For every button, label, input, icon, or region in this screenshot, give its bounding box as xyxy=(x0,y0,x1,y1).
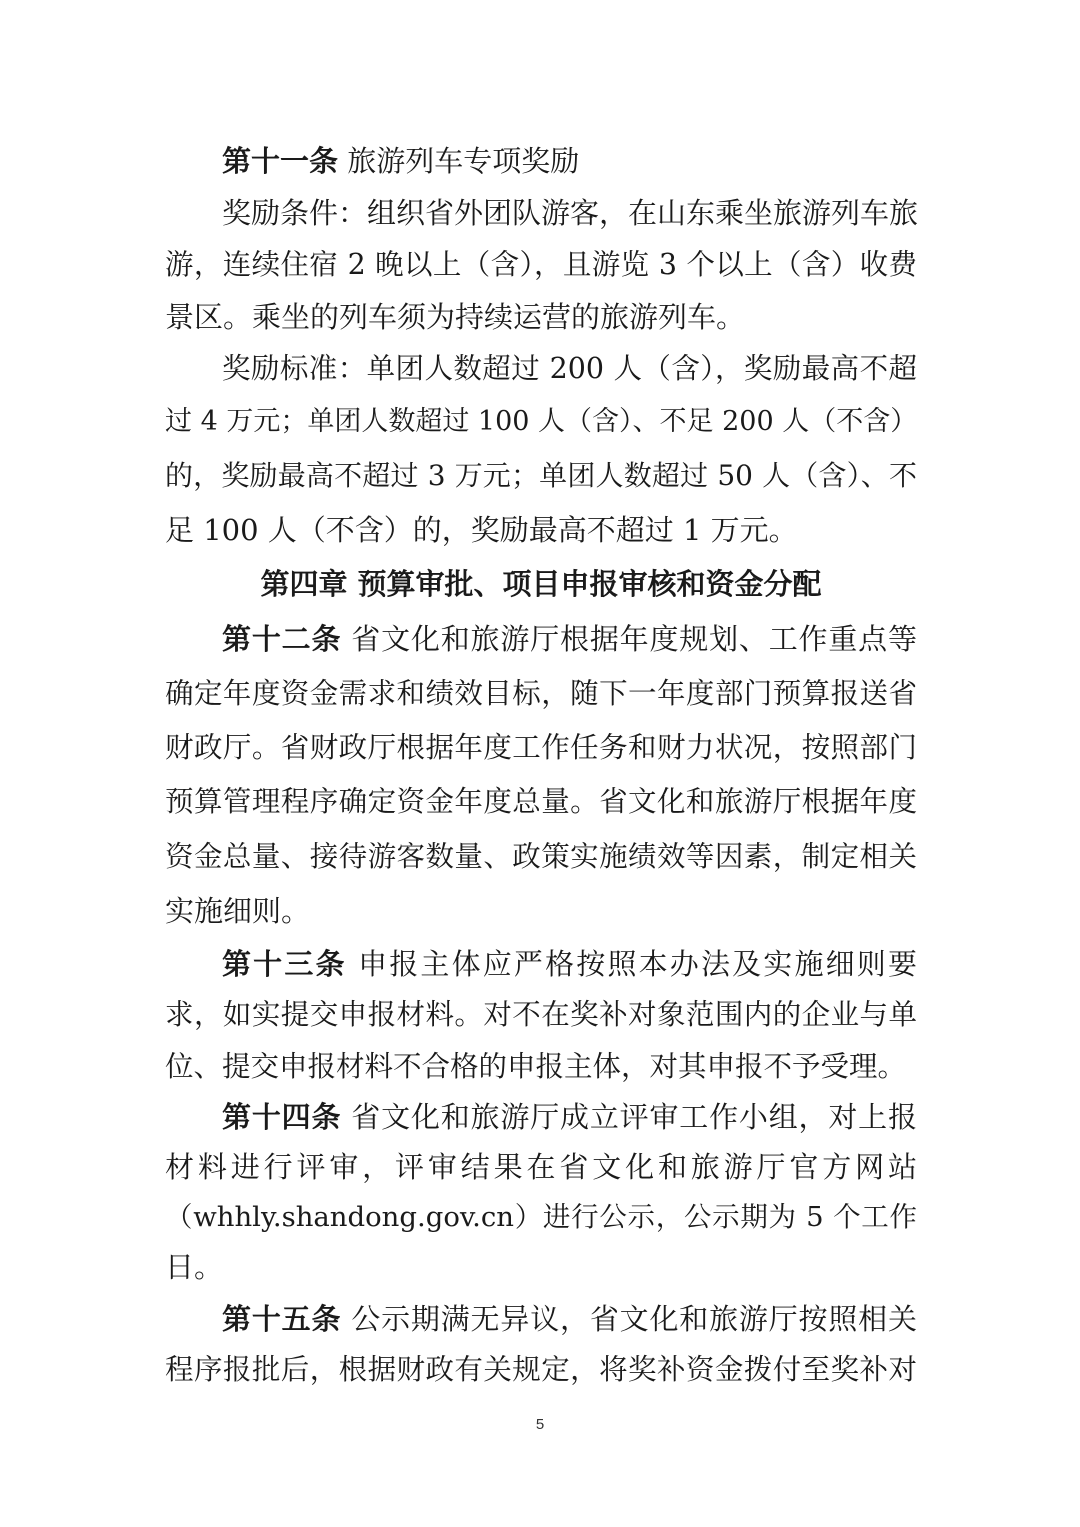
article-11-number: 第十一条 xyxy=(222,144,339,178)
article-14-text-1: 省文化和旅游厅成立评审工作小组，对上报 xyxy=(341,1100,917,1134)
article-13-text-1: 申报主体应严格按照本办法及实施细则要 xyxy=(346,947,917,981)
article-11-standard-line-3: 的，奖励最高不超过 3 万元；单团人数超过 50 人（含）、不 xyxy=(165,459,917,492)
article-12-line-4: 预算管理程序确定资金年度总量。省文化和旅游厅根据年度 xyxy=(165,785,917,818)
article-11-condition-line-3: 景区。乘坐的列车须为持续运营的旅游列车。 xyxy=(165,300,746,334)
article-15-line-1 xyxy=(222,1293,917,1345)
article-14-number: 第十四条 xyxy=(222,1100,342,1134)
article-12-line-5: 资金总量、接待游客数量、政策实施绩效等因素，制定相关 xyxy=(165,840,917,873)
article-12-line-1 xyxy=(222,613,917,665)
article-15-line-2: 程序报批后，根据财政有关规定，将奖补资金拨付至奖补对 xyxy=(165,1353,917,1386)
article-13-number: 第十三条 xyxy=(222,947,347,981)
article-11-standard-line-1: 奖励标准：单团人数超过 200 人（含），奖励最高不超 xyxy=(222,352,917,385)
chapter-4-heading: 第四章 预算审批、项目申报审核和资金分配 xyxy=(260,567,822,601)
article-12-number: 第十二条 xyxy=(222,622,342,656)
article-12-line-3: 财政厅。省财政厅根据年度工作任务和财力状况，按照部门 xyxy=(165,731,917,764)
article-15-text-1: 公示期满无异议，省文化和旅游厅按照相关 xyxy=(341,1302,917,1336)
article-11-title: 旅游列车专项奖励 xyxy=(338,144,580,178)
article-15-number: 第十五条 xyxy=(222,1302,342,1336)
article-14-line-2: 材料进行评审，评审结果在省文化和旅游厅官方网站 xyxy=(165,1150,917,1184)
article-14-line-1 xyxy=(222,1091,917,1143)
article-14-line-4: 日。 xyxy=(165,1250,224,1284)
article-11-condition-line-2: 游，连续住宿 2 晚以上（含），且游览 3 个以上（含）收费 xyxy=(165,248,917,281)
article-14-line-3: （whhly.shandong.gov.cn）进行公示，公示期为 5 个工作 xyxy=(165,1201,917,1233)
article-11-heading xyxy=(222,135,917,187)
article-13-line-2: 求，如实提交申报材料。对不在奖补对象范围内的企业与单 xyxy=(165,998,917,1031)
article-12-line-6: 实施细则。 xyxy=(165,894,311,928)
article-13-line-3: 位、提交申报材料不合格的申报主体，对其申报不予受理。 xyxy=(165,1050,907,1083)
article-11-condition-line-1: 奖励条件：组织省外团队游客，在山东乘坐旅游列车旅 xyxy=(222,196,919,230)
article-13-line-1 xyxy=(222,938,917,990)
page-number: 5 xyxy=(535,1416,545,1433)
article-11-standard-line-4: 足 100 人（不含）的，奖励最高不超过 1 万元。 xyxy=(165,513,798,547)
article-12-line-2: 确定年度资金需求和绩效目标，随下一年度部门预算报送省 xyxy=(165,677,917,710)
article-11-standard-line-2: 过 4 万元；单团人数超过 100 人（含）、不足 200 人（不含） xyxy=(165,406,918,437)
article-12-text-1: 省文化和旅游厅根据年度规划、工作重点等 xyxy=(341,622,917,656)
